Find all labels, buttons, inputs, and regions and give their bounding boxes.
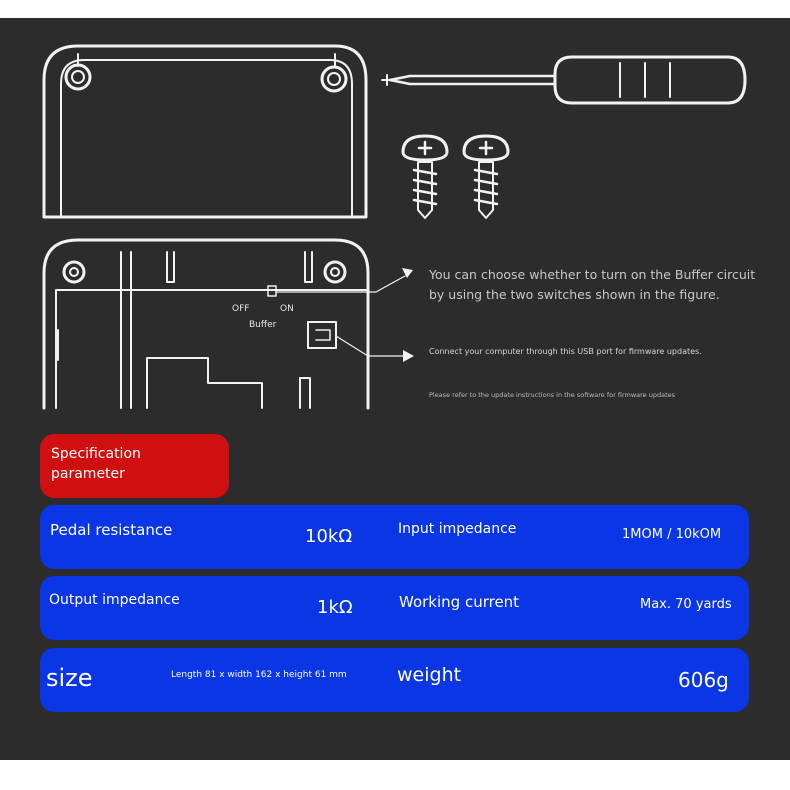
usb-port [308, 322, 336, 348]
spec-badge-line1: Specification [51, 446, 141, 462]
pedal-base-outline [44, 240, 368, 408]
buffer-callout-line1: You can choose whether to turn on the Buffer circuit [429, 267, 756, 282]
switch-off-label: OFF [232, 304, 250, 314]
spec-label-weight: weight [397, 664, 462, 686]
arrow-icon [403, 350, 414, 362]
update-note: Please refer to the update instructions in the software for firmware updates [429, 391, 676, 399]
spec-label-input-impedance: Input impedance [398, 521, 517, 537]
spec-label-pedal-resistance: Pedal resistance [50, 521, 173, 539]
pedal-lid-inner [61, 60, 352, 217]
spec-value-input-impedance: 1MOM / 10kOM [622, 527, 722, 542]
spec-row-impedance [40, 576, 749, 640]
spec-badge-line2: parameter [51, 466, 125, 482]
usb-callout: Connect your computer through this USB port for firmware updates. [429, 347, 702, 356]
spec-value-working-current: Max. 70 yards [640, 597, 732, 612]
spec-badge [40, 434, 229, 498]
spec-label-size: size [46, 664, 93, 692]
switch-name-label: Buffer [249, 320, 277, 330]
screw-hole-icon [66, 65, 90, 89]
spec-value-size: Length 81 x width 162 x height 61 mm [171, 670, 347, 680]
spec-value-weight: 606g [678, 668, 729, 692]
spec-value-output-impedance: 1kΩ [317, 597, 353, 618]
spec-label-output-impedance: Output impedance [49, 592, 180, 608]
spec-value-pedal-resistance: 10kΩ [305, 526, 353, 547]
screw-icon [464, 136, 508, 218]
spec-label-working-current: Working current [399, 593, 520, 611]
buffer-callout-line2: by using the two switches shown in the figure. [429, 287, 720, 302]
spec-row-resistance [40, 505, 749, 569]
switch-on-label: ON [280, 304, 294, 314]
buffer-callout [429, 265, 779, 305]
screwdriver-icon [555, 57, 745, 103]
screw-icon [403, 136, 447, 218]
screw-hole-icon [322, 67, 346, 91]
pedal-lid-outline [44, 46, 366, 217]
spec-row-size [40, 648, 749, 712]
